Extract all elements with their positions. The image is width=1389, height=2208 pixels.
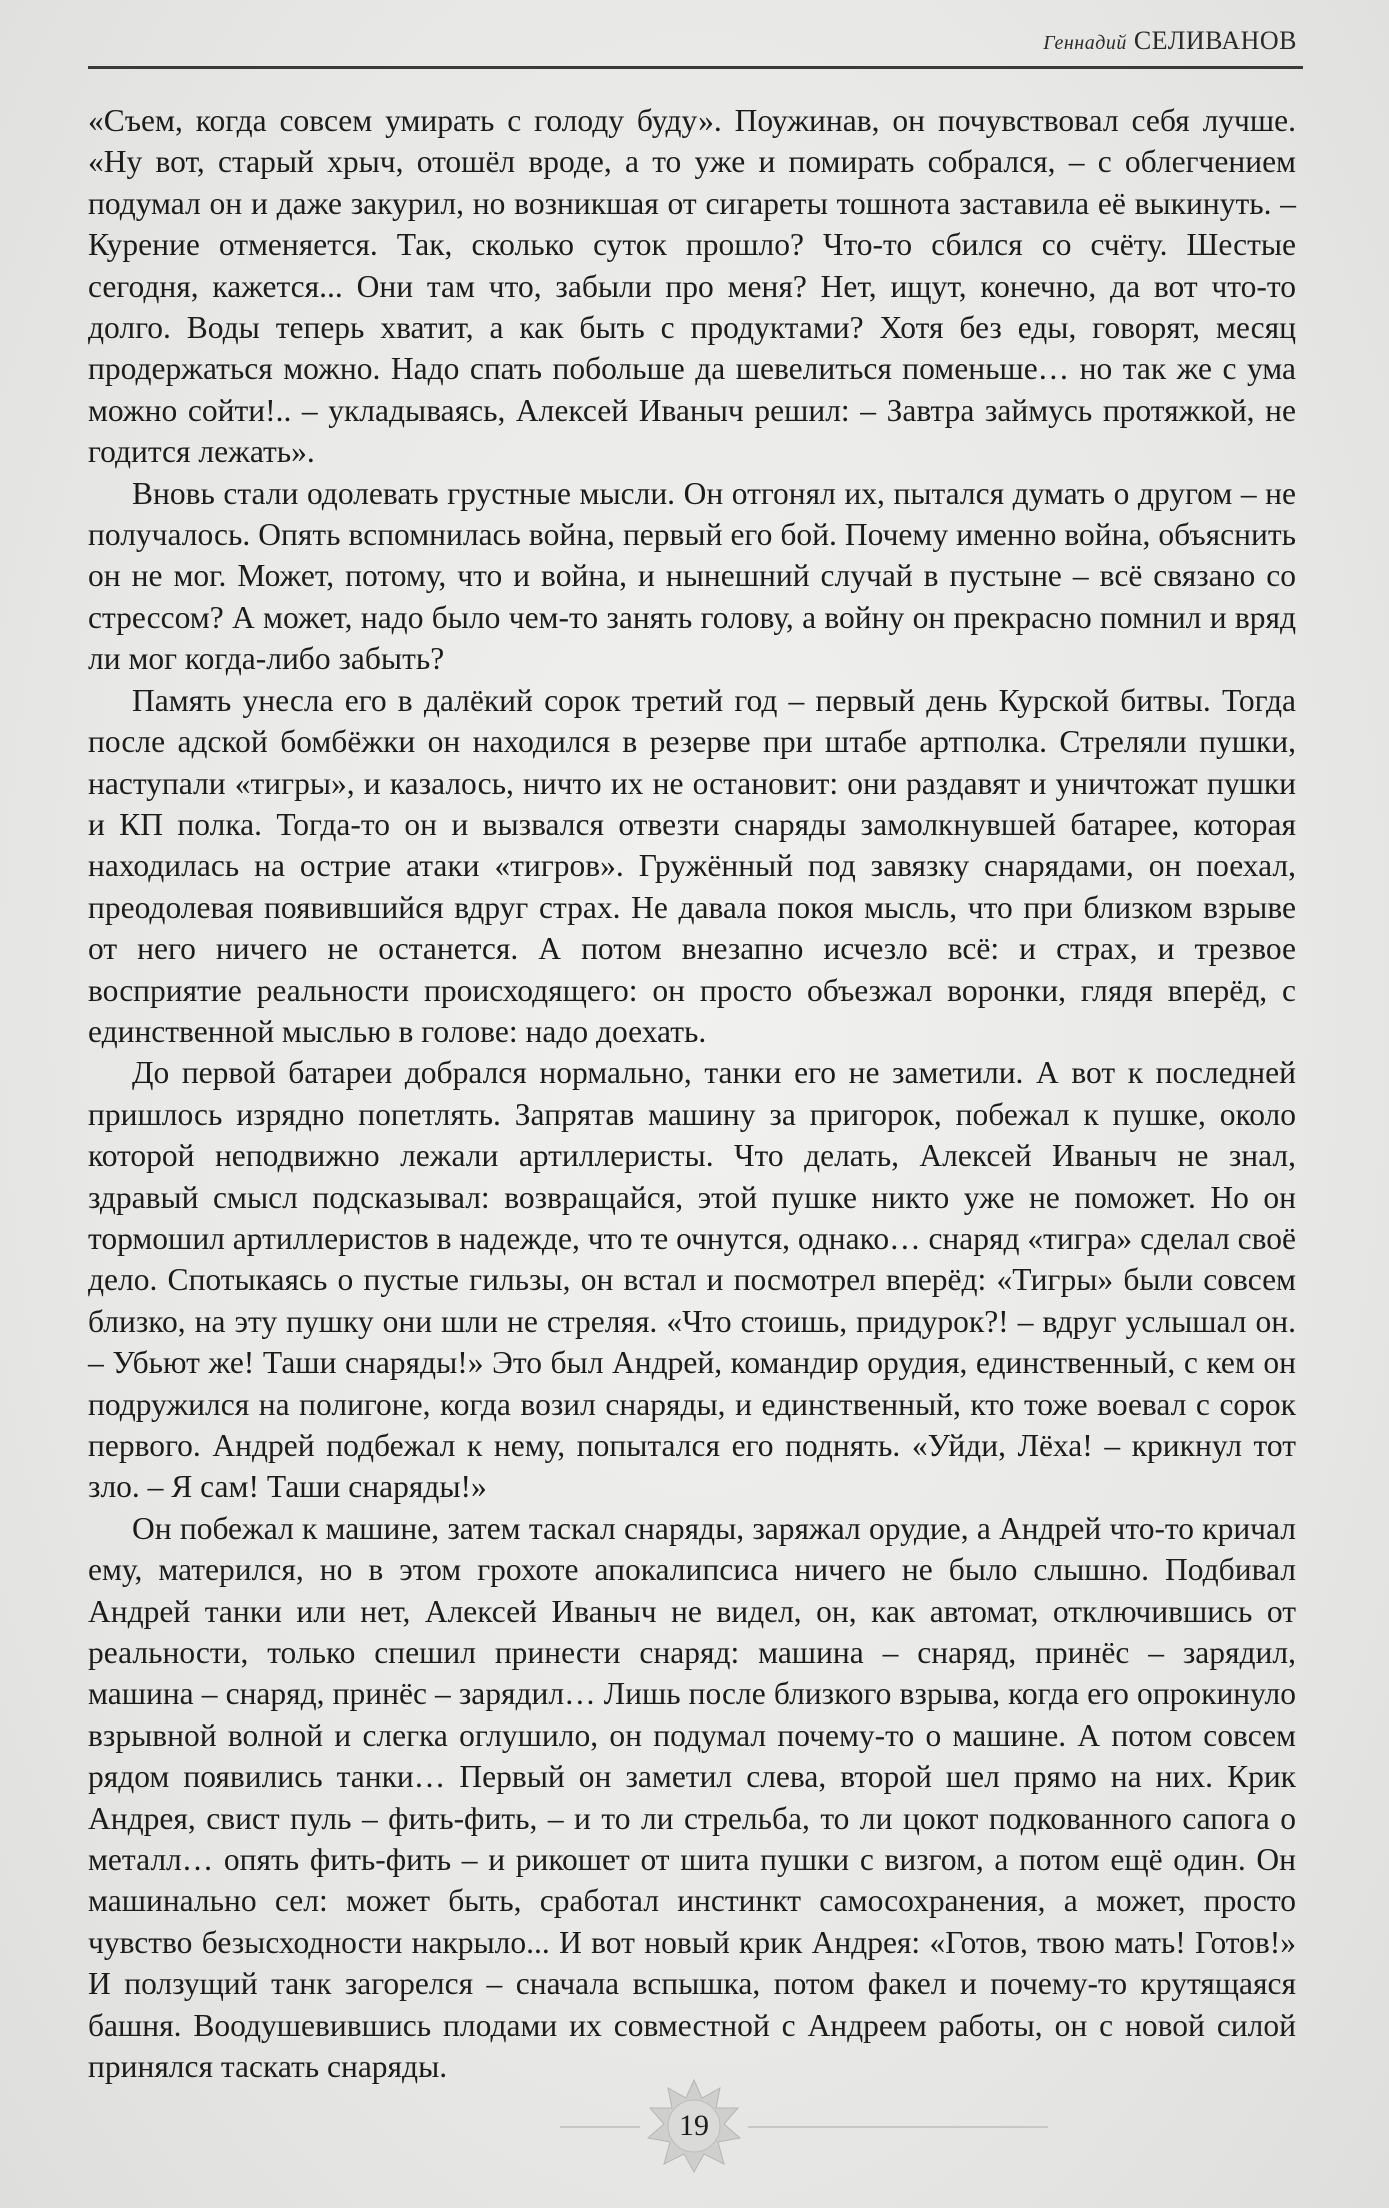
folio-line-left (560, 2126, 640, 2128)
author-last-name: СЕЛИВАНОВ (1133, 26, 1297, 55)
paragraph-1: «Съем, когда совсем умирать с голоду буду». Поужинав, он почувствовал себя лучше. «Ну вот, старый хрыч, отошёл вроде, а то уже и помирать собрался, – с облегчением подумал он и даже закурил, но возникшая от сигареты тошнота заставила её выкинуть. – Курение отменяется. Так, сколько суток прошло? Что-то сбился со счёту. Шестые сегодня, кажется... Они там что, забыли про меня? Нет, ищут, конечно, да вот что-то долго. Воды теперь хватит, а как быть с продуктами? Хотя без еды, говорят, месяц продержаться можно. Надо спать побольше да шевелиться поменьше… но так же с ума можно сойти!.. – укладываясь, Алексей Иваныч решил: – Завтра займусь протяжкой, не годится лежать». (88, 103, 1296, 470)
paragraph-2: Вновь стали одолевать грустные мысли. Он отгонял их, пытался думать о другом – не получалось. Опять вспомнилась война, первый его бой. Почему именно война, объяснить он не мог. Может, потому, что и война, и нынешний случай в пустыне – всё связано со стрессом? А может, надо было чем-то занять голову, а войну он прекрасно помнил и вряд ли мог когда-либо забыть? (88, 475, 1296, 677)
page-number-ornament (646, 2078, 742, 2174)
author-first-name: Геннадий (1043, 32, 1127, 54)
paragraph-4: До первой батареи добрался нормально, танки его не заметили. А вот к последней пришлось изрядно попетлять. Запрятав машину за пригорок, побежал к пушке, около которой неподвижно лежали артиллеристы. Что делать, Алексей Иваныч не знал, здравый смысл подсказывал: возвращайся, этой пушке никто уже не поможет. Но он тормошил артиллеристов в надежде, что те очнутся, однако… снаряд «тигра» сделал своё дело. Спотыкаясь о пустые гильзы, он встал и посмотрел вперёд: «Тигры» были совсем близко, на эту пушку они шли не стреляя. «Что стоишь, придурок?! – вдруг услышал он. – Убьют же! Таши снаряды!» Это был Андрей, командир орудия, единственный, с кем он подружился на полигоне, когда возил снаряды, и единственный, кто тоже воевал с сорок первого. Андрей подбежал к нему, попытался его поднять. «Уйди, Лёха! – крикнул тот зло. – Я сам! Таши снаряды!» (88, 1055, 1296, 1505)
folio-line-right (748, 2126, 1048, 2128)
body-text (88, 100, 1296, 2085)
paragraph-5: Он побежал к машине, затем таскал снаряды, заряжал орудие, а Андрей что-то кричал ему, матерился, но в этом грохоте апокалипсиса ничего не было слышно. Подбивал Андрей танки или нет, Алексей Иваныч не видел, он, как автомат, отключившись от реальности, только спешил принести снаряд: машина – снаряд, принёс – зарядил, машина – снаряд, принёс – зарядил… Лишь после близкого взрыва, когда его опрокинуло взрывной волной и слегка оглушило, он подумал почему-то о машине. А потом совсем рядом появились танки… Первый он заметил слева, второй шел прямо на них. Крик Андрея, свист пуль – фить-фить, – и то ли стрельба, то ли цокот подкованного сапога о металл… опять фить-фить – и рикошет от шита пушки с визгом, а потом ещё один. Он машинально сел: может быть, сработал инстинкт самосохранения, а может, просто чувство безысходности накрыло... И вот новый крик Андрея: «Готов, твою мать! Готов!» И ползущий танк загорелся – сначала вспышка, потом факел и почему-то крутящаяся башня. Воодушевившись плодами их совместной с Андреем работы, он с новой силой принялся таскать снаряды. (88, 1510, 1296, 2085)
running-head (1043, 26, 1297, 56)
paragraph-3: Память унесла его в далёкий сорок третий год – первый день Курской битвы. Тогда после адской бомбёжки он находился в резерве при штабе артполка. Стреляли пушки, наступали «тигры», и казалось, ничто их не остановит: они раздавят и уничтожат пушки и КП полка. Тогда-то он и вызвался отвезти снаряды замолкнувшей батарее, которая находилась на острие атаки «тигров». Гружённый под завязку снарядами, он поехал, преодолевая появившийся вдруг страх. Не давала покоя мысль, что при близком взрыве от него ничего не останется. А потом внезапно исчезло всё: и страх, и трезвое восприятие реальности происходящего: он просто объезжал воронки, глядя вперёд, с единственной мыслью в голове: надо доехать. (88, 682, 1296, 1049)
header-rule (88, 66, 1303, 69)
page-number: 19 (679, 2109, 709, 2142)
